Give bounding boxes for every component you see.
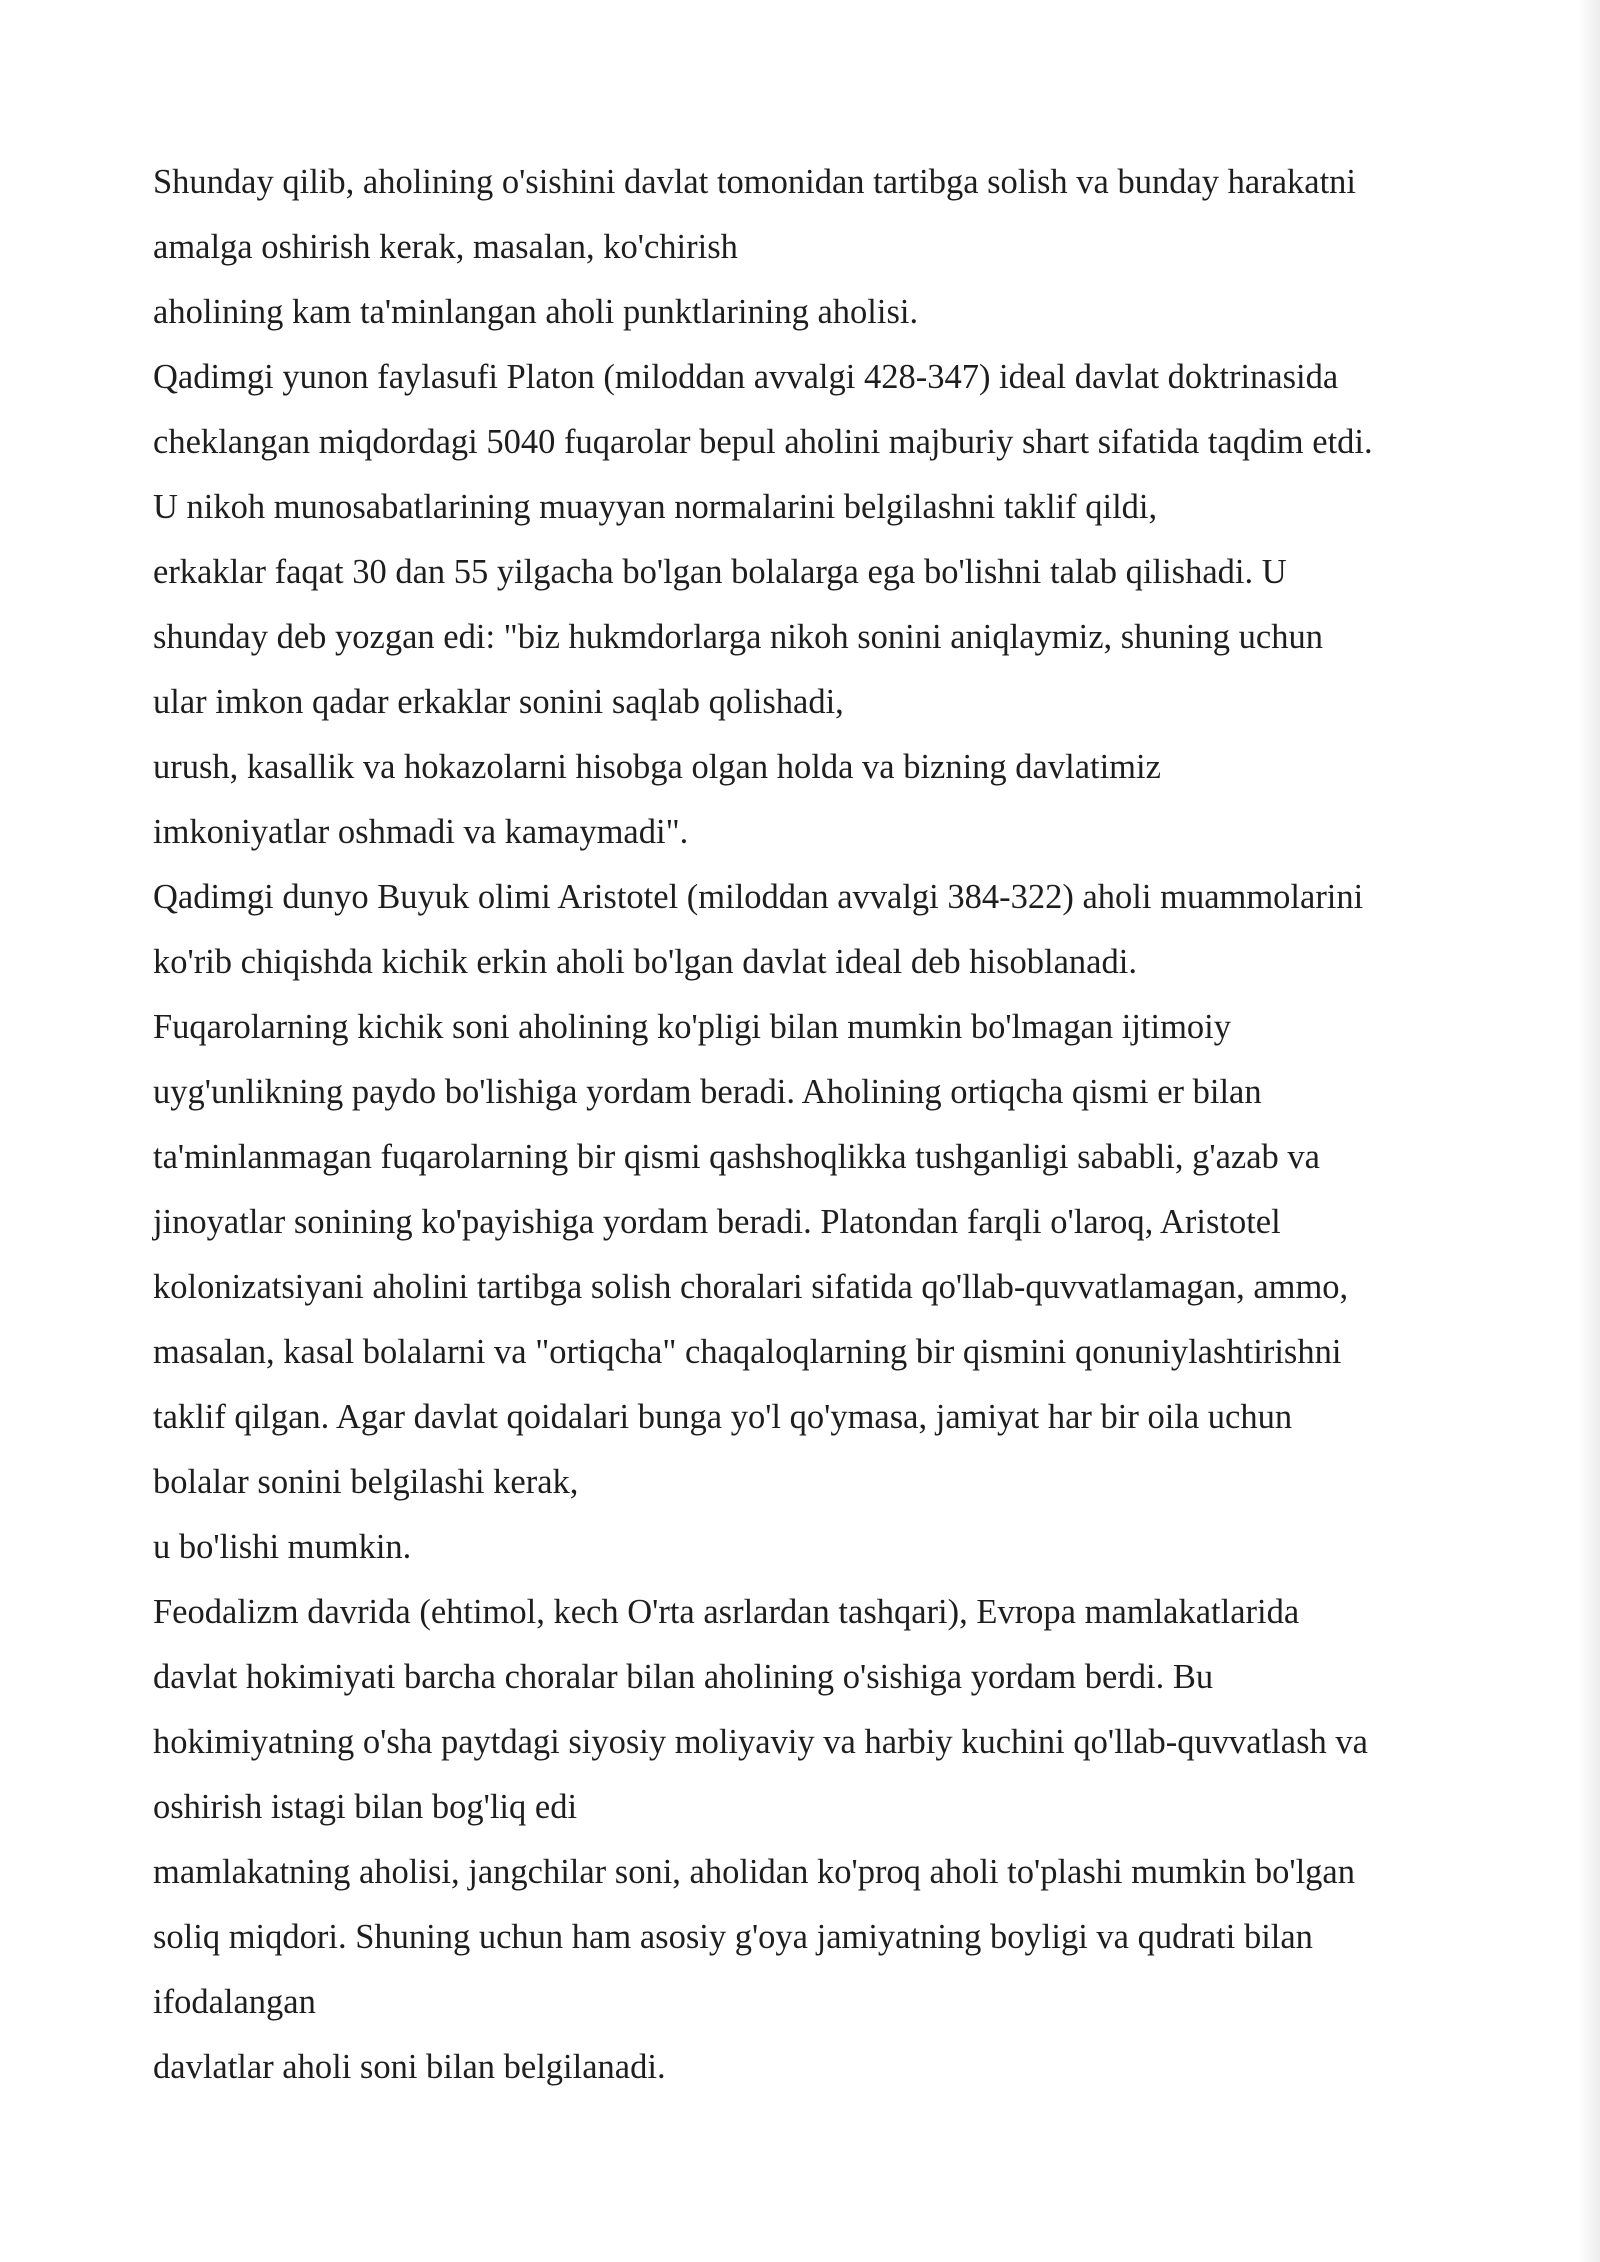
text-line: kolonizatsiyani aholini tartibga solish choralari sifatida qo'llab-quvvatlamagan, ammo, xyxy=(153,1268,1349,1306)
document-body-text xyxy=(153,150,1553,2100)
text-line: jinoyatlar sonining ko'payishiga yordam beradi. Platondan farqli o'laroq, Aristotel xyxy=(153,1203,1281,1241)
text-line: ta'minlanmagan fuqarolarning bir qismi qashshoqlikka tushganligi sababli, g'azab va xyxy=(153,1138,1320,1176)
text-line: cheklangan miqdordagi 5040 fuqarolar bepul aholini majburiy shart sifatida taqdim etdi. xyxy=(153,423,1373,461)
text-line: bolalar sonini belgilashi kerak, xyxy=(153,1463,579,1501)
text-line: shunday deb yozgan edi: "biz hukmdorlarga nikoh sonini aniqlaymiz, shuning uchun xyxy=(153,618,1323,656)
text-line: oshirish istagi bilan bog'liq edi xyxy=(153,1788,578,1826)
text-line: hokimiyatning o'sha paytdagi siyosiy moliyaviy va harbiy kuchini qo'llab-quvvatlash va xyxy=(153,1723,1368,1761)
text-line: imkoniyatlar oshmadi va kamaymadi". xyxy=(153,813,689,851)
text-line: ular imkon qadar erkaklar sonini saqlab qolishadi, xyxy=(153,683,844,721)
text-line: mamlakatning aholisi, jangchilar soni, aholidan ko'proq aholi to'plashi mumkin bo'lgan xyxy=(153,1853,1355,1891)
text-line: Shunday qilib, aholining o'sishini davlat tomonidan tartibga solish va bunday harakatni xyxy=(153,163,1357,201)
text-line: U nikoh munosabatlarining muayyan normalarini belgilashni taklif qildi, xyxy=(153,488,1158,526)
text-line: uyg'unlikning paydo bo'lishiga yordam beradi. Aholining ortiqcha qismi er bilan xyxy=(153,1073,1262,1111)
text-line: davlat hokimiyati barcha choralar bilan aholining o'sishiga yordam berdi. Bu xyxy=(153,1658,1214,1696)
text-line: erkaklar faqat 30 dan 55 yilgacha bo'lgan bolalarga ega bo'lishni talab qilishadi. U xyxy=(153,553,1287,591)
text-line: taklif qilgan. Agar davlat qoidalari bunga yo'l qo'ymasa, jamiyat har bir oila uchun xyxy=(153,1398,1293,1436)
text-line: Qadimgi yunon faylasufi Platon (miloddan avvalgi 428-347) ideal davlat doktrinasida xyxy=(153,358,1339,396)
text-line: aholining kam ta'minlangan aholi punktlarining aholisi. xyxy=(153,293,919,331)
text-line: u bo'lishi mumkin. xyxy=(153,1528,412,1566)
text-line: urush, kasallik va hokazolarni hisobga olgan holda va bizning davlatimiz xyxy=(153,748,1161,786)
text-line: davlatlar aholi soni bilan belgilanadi. xyxy=(153,2048,666,2086)
text-line: ko'rib chiqishda kichik erkin aholi bo'lgan davlat ideal deb hisoblanadi. xyxy=(153,943,1137,981)
page-edge-shadow xyxy=(1578,0,1600,2262)
text-line: masalan, kasal bolalarni va "ortiqcha" chaqaloqlarning bir qismini qonuniylashtirishni xyxy=(153,1333,1342,1371)
text-line: Fuqarolarning kichik soni aholining ko'pligi bilan mumkin bo'lmagan ijtimoiy xyxy=(153,1008,1232,1046)
text-line: soliq miqdori. Shuning uchun ham asosiy g'oya jamiyatning boyligi va qudrati bilan xyxy=(153,1918,1313,1956)
text-line: amalga oshirish kerak, masalan, ko'chirish xyxy=(153,228,738,266)
text-line: Qadimgi dunyo Buyuk olimi Aristotel (miloddan avvalgi 384-322) aholi muammolarini xyxy=(153,878,1364,916)
text-line: Feodalizm davrida (ehtimol, kech O'rta asrlardan tashqari), Evropa mamlakatlarida xyxy=(153,1593,1300,1631)
text-line: ifodalangan xyxy=(153,1983,316,2021)
